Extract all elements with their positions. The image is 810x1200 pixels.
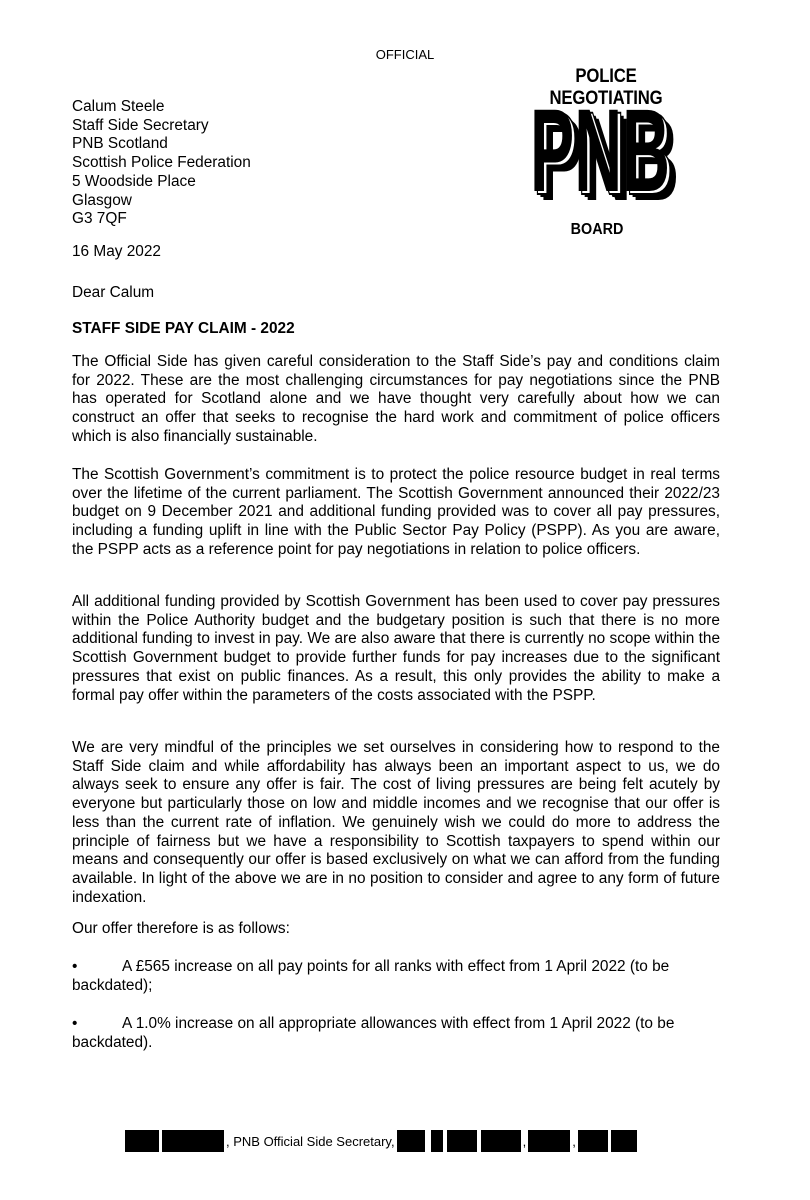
offer-item [72,1015,720,1052]
recipient-name: Calum Steele [72,98,165,115]
recipient-org: PNB Scotland [72,135,168,153]
redaction-block [528,1130,570,1152]
paragraph-4: We are very mindful of the principles we set ourselves in considering how to respond to the Staff Side claim and while affordability has always been an important aspect to us, we do always seek to ensure any offer is fair. The cost of living pressures are being felt acutely by everyone but particularly those on low and middle incomes and we recognise that our offer is less than the current rate of inflation. We genuinely wish we could do more to address the principle of fairness but we have a responsibility to Scottish taxpayers to spend within our means and consequently our offer is based exclusively on what we can afford from the funding available. In light of the above we are in no position to consider and agree to any form of future indexation. [72,739,720,906]
logo-outline: PNB [533,96,673,211]
recipient-federation: Scottish Police Federation [72,154,251,172]
redaction-block [611,1130,637,1152]
footer-separator: , [522,1133,527,1149]
footer-role-text: , PNB Official Side Secretary, [226,1133,395,1149]
recipient-street: 5 Woodside Place [72,172,196,190]
redaction-block [125,1130,159,1152]
pnb-logo [525,96,695,211]
logo-shadow-2: PNB [536,96,676,211]
offer-item-line-2: backdated); [72,976,153,994]
redaction-block [481,1130,521,1152]
paragraph-2: The Scottish Government’s commitment is to protect the police resource budget in real terms over the lifetime of the current parliament. The Scottish Government announced their 2022/23 budget on 9 December 2021 and additional funding provided was to cover all pay pressures, including a funding uplift in line with the Public Sector Pay Policy (PSPP). As you are aware, the PSPP acts as a reference point for pay negotiations in relation to police officers. [72,466,720,558]
redaction-block [431,1130,443,1152]
bullet-point: • [72,958,78,975]
paragraph-3: All additional funding provided by Scottish Government has been used to cover pay pressures within the Police Authority budget and the budgetary position is such that there is no more additional funding to invest in pay. We are also aware that there is currently no scope within the Scottish Government budget to provide further funds for pay increases due to the significant pressures that exist on public finances. As a result, this only provides the ability to make a formal pay offer within the parameters of the costs associated with the PSPP. [72,593,720,704]
redaction-block [162,1130,224,1152]
salutation: Dear Calum [72,284,155,301]
recipient-postcode: G3 7QF [72,210,127,228]
recipient-address [72,98,251,229]
recipient-city: Glasgow [72,191,132,209]
paragraph-1: The Official Side has given careful consideration to the Staff Side’s pay and conditions claim for 2022. These are the most challenging circumstances for pay negotiations since the PNB has operated for Scotland alone and we have thought very carefully about how we can construct an offer that seeks to recognise the hard work and commitment of police officers which is also financially sustainable. [72,353,720,445]
offer-item-line-2: backdated). [72,1033,153,1051]
classification-header: OFFICIAL [375,47,435,62]
offer-item-line-1: A 1.0% increase on all appropriate allowances with effect from 1 April 2022 (to be [122,1015,675,1032]
redaction-block [447,1130,477,1152]
letter-subject: STAFF SIDE PAY CLAIM - 2022 [72,320,295,337]
footer-separator: , [572,1133,576,1149]
letter-date: 16 May 2022 [72,243,161,260]
paragraph-5: Our offer therefore is as follows: [72,920,290,937]
logo-shadow-1: PNB [539,96,679,211]
logo-bottom-text: BOARD [570,221,624,238]
footer-contact [125,1130,637,1152]
logo-top-text: POLICE NEGOTIATING [549,66,663,109]
logo-face: PNB [530,96,670,211]
offer-item-line-1: A £565 increase on all pay points for all ranks with effect from 1 April 2022 (to be [122,958,670,975]
offer-item [72,958,720,995]
redaction-block [578,1130,608,1152]
redaction-block [397,1130,425,1152]
bullet-point: • [72,1015,78,1032]
recipient-title: Staff Side Secretary [72,116,209,134]
